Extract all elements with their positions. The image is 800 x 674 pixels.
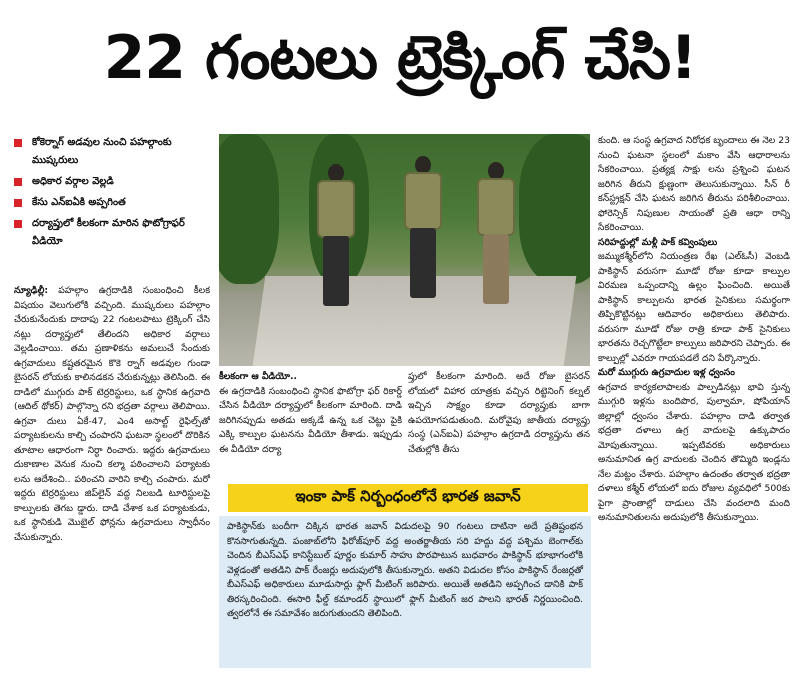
bullet-item: అధికార వర్గాల వెల్లడి [14, 173, 210, 191]
caption-column-b [408, 370, 590, 480]
right-text-1: జమ్ముకశ్మీర్‌లోని నియంత్రణ రేఖ (ఎల్ఓసీ) వెంబడి పాకిస్థాన్ వరుసగా మూడో రోజు కూడా కాల్పుల విరమణ ఒప్పందాన్ని ఉల్లం ఘించింది. అయితే పాకిస్థాన్ కాల్పులను భారత సైనికులు సమర్థంగా తిప్పికొట్టినట్లు ఆదివారం అధికారులు తెలిపారు. వరుసగా మూడో రోజు రాత్రి కూడా పాక్ సైనికులు భారతను రెచ్చగొట్టేలా కాల్పులు జరిపారని చెప్పారు. ఈ కాల్పుల్లో ఎవరూ గాయపడలే దని పేర్కొన్నారు. [598, 251, 790, 364]
bullet-square-icon [14, 139, 22, 147]
highlight-bullets [14, 134, 210, 254]
right-intro: కుంది. ఆ సంస్థ ఉగ్రవాద నిరోధక బృందాలు ఈ నెల 23 నుంచి ఘటనా స్థలంలో మకాం వేసి ఆధారాలను సేకరించాయి. ప్రత్యక్ష సాక్షు లను ప్రశ్నించి ఘటన జరిగిన తీరుని క్షుణ్ణంగా తెలుసుకున్నాయి. సీన్ రీ కన్‌స్ట్రక్షన్ చేసి ఘటన జరిగిన తీరును పరిశీలించాయి. ఫోరెన్సిక్ నిపుణుల సాయంతో ప్రతి ఆధా రాన్ని సేకరించాయి. [598, 135, 790, 233]
headline: 22 గంటలు ట్రెక్కింగ్ చేసి! [103, 23, 697, 93]
caption-text-a: ఈ ఉగ్రదాడికి సంబంధించి స్థానిక ఫొటోగ్రా ఫర్ రికార్డ్ చేసిన వీడియో దర్యాప్తులో కీలకంగా మారింది. దాడి జరిగినప్పుడు అతడు అక్కడే ఉన్న ఒక చెట్టు పైకి ఎక్కి కాల్పుల ఘటనను వీడియో తీశాడు. ఇప్పుడు ఈ వీడియో దర్యా [219, 385, 402, 455]
bullet-square-icon [14, 199, 22, 207]
caption-text-b: ప్తులో కీలకంగా మారింది. అదే రోజు బైసరన్ లోయలో విహార యాత్రకు వచ్చిన రిట్టెనింగ్ కల్నల్ ఇచ్చిన సాక్ష్యం కూడా దర్యాప్తుకు బాగా ఉపయోగపడుతుంది. మరోవైపు జాతీయ దర్యాప్తు సంస్థ (ఎన్ఐఏ) పహల్గాం ఉగ్రదాడి దర్యాప్తును తన చేతుల్లోకి తీసు [408, 371, 590, 455]
bullet-item: దర్యాప్తులో కీలకంగా మారిన ఫొటోగ్రాఫర్ వీడియో [14, 215, 210, 251]
left-body: పహల్గాం ఉగ్రదాడికి సంబంధించి కీలక విషయం వెలుగులోకి వచ్చింది. ముష్కరులు పహల్గాం చేరుకునేందుకు దాదాపు 22 గంటలపాటు ట్రెక్కింగ్ చేసి నట్లు దర్యాప్తులో తేలిందని అధికార వర్గాలు వెల్లడించాయి. తమ ప్రణాళికను అమలుచే సేందుకు ఉగ్రవాదులు కష్టతరమైన కొకె ర్నాగ్ అడవుల గుండా బైసరన్ లోయకు కాలినడకన చేరుకున్నట్లు తెలిసింది. ఈ దాడిలో ముగ్గురు పాక్ టెర్రరిస్టులు, ఒక స్థానిక ఉగ్రవాది (ఆదిల్ థోకర్) పాల్గొన్నా రని భద్రతా వర్గాలు తెలిపాయి. ఉగ్రవా దులు ఏకే-47, ఎం4 అసాల్ట్ రైఫిల్స్‌తో పర్యాటకులను కాల్చి చంపారని ఘటనా స్థలంలో దొరికిన తూటాల ఆధారంగా నిర్ధా రించారు. ఇద్దరు ఉగ్రవాదులు దుకాణాల వెనుక నుంచి కల్మా పఠించాలని పర్యాటకు లను ఆదేశించి.. పఠించని వారిని కాల్చి చంపారు. మరో ఇద్దరు టెర్రరిస్టులు జిప్‌లైన్ వద్ద నిలబడి టూరిస్టులపై కాల్పులకు తెగబ డ్డారు. దాడి చేశాక ఒక పర్యాటకుడు, ఒక స్థానికుడి మొబైల్ ఫోన్లను ఉగ్రవాదులు స్వాధీనం చేసుకున్నారు. [14, 285, 210, 543]
right-column [598, 134, 790, 670]
caption-column-a [219, 370, 402, 480]
sub-story-body: పాకిస్థాన్‌కు బందీగా చిక్కిన భారత జవాన్ విడుదలపై 90 గంటలు దాటినా అదే ప్రతిష్టంభన కొనసాగుతున్నది. పంజాబ్‌లోని ఫిరోజ్‌పూర్ వద్ద అంతర్జాతీయ సరి హద్దు వద్ద పశ్చిమ బెంగాల్‌కు చెందిన బీఎస్ఎఫ్ కానిస్టేబుల్ పూర్ణం కుమార్ సాహు పొరపాటున బుధవారం పాకిస్థాన్ భూభాగంలోకి వెళ్లడంతో అతడిని పాక్ రేంజర్లు అదుపులోకి తీసుకున్నారు. అతని విడుదల కోసం పాకిస్థాన్ రేంజర్లతో బీఎస్ఎఫ్ అధికారులు మూడుసార్లు ఫ్లాగ్ మీటింగ్ జరిపారు. అయితే అతడిని అప్పగించ డానికి పాక్ తిరస్కరించింది. ఈసారి ఫీల్డ్ కమాండర్ స్థాయిలో ఫ్లాగ్ మీటింగ్ జర పాలని భారత్ నిర్ణయించింది. త్వరలోనే ఈ సమావేశం జరుగుతుందని తెలిపింది. [219, 516, 591, 668]
bullet-item: కోకెర్నాగ్ అడవుల నుంచి పహల్గాంకు ముష్కరులు [14, 134, 210, 170]
bullet-square-icon [14, 220, 22, 228]
news-photo [219, 134, 590, 366]
bullet-item: కేసు ఎన్ఐఏకి అప్పగింత [14, 194, 210, 212]
caption-title: కీలకంగా ఆ వీడియో.. [219, 371, 298, 382]
right-text-2: ఉగ్రవాద కార్యకలాపాలకు పాల్పడినట్లు భావి స్తున్న ముగ్గురి ఇళ్లను బందిపొర, పుల్వామా, షోపియాన్ జిల్లాల్లో ధ్వంసం చేశారు. పహల్గాం దాడి తర్వాత భద్రతా దళాలు ఉగ్ర వాదులపై ఉక్కుపాదం మోపుతున్నాయి. ఇప్పటివరకు అధికారులు అనుమానిత ఉగ్ర వాదులకు చెందిన తొమ్మిది ఇండ్లను నేల మట్టం చేశారు. పహల్గాం ఉదంతం తర్వాత భద్రతా దళాలు కశ్మీర్ లోయలో ఐదు రోజుల వ్యవధిలో 500కు పైగా ప్రాంతాల్లో దాడులు చేసి వందలాది మంది అనుమానితులను అదుపులోకి తీసుకున్నాయి. [598, 381, 790, 523]
right-subheading-1: సరిహద్దుల్లో మళ్లీ పాక్ కవ్వింపులు [598, 236, 718, 248]
bullet-square-icon [14, 178, 22, 186]
left-column [14, 284, 210, 670]
sub-story-banner: ఇంకా పాక్ నిర్బంధంలోనే భారత జవాన్ [228, 484, 588, 512]
dateline: న్యూఢిల్లీ: [14, 285, 49, 296]
right-subheading-2: మరో ముగ్గురు ఉగ్రవాదుల ఇళ్ల ధ్వంసం [598, 367, 735, 378]
